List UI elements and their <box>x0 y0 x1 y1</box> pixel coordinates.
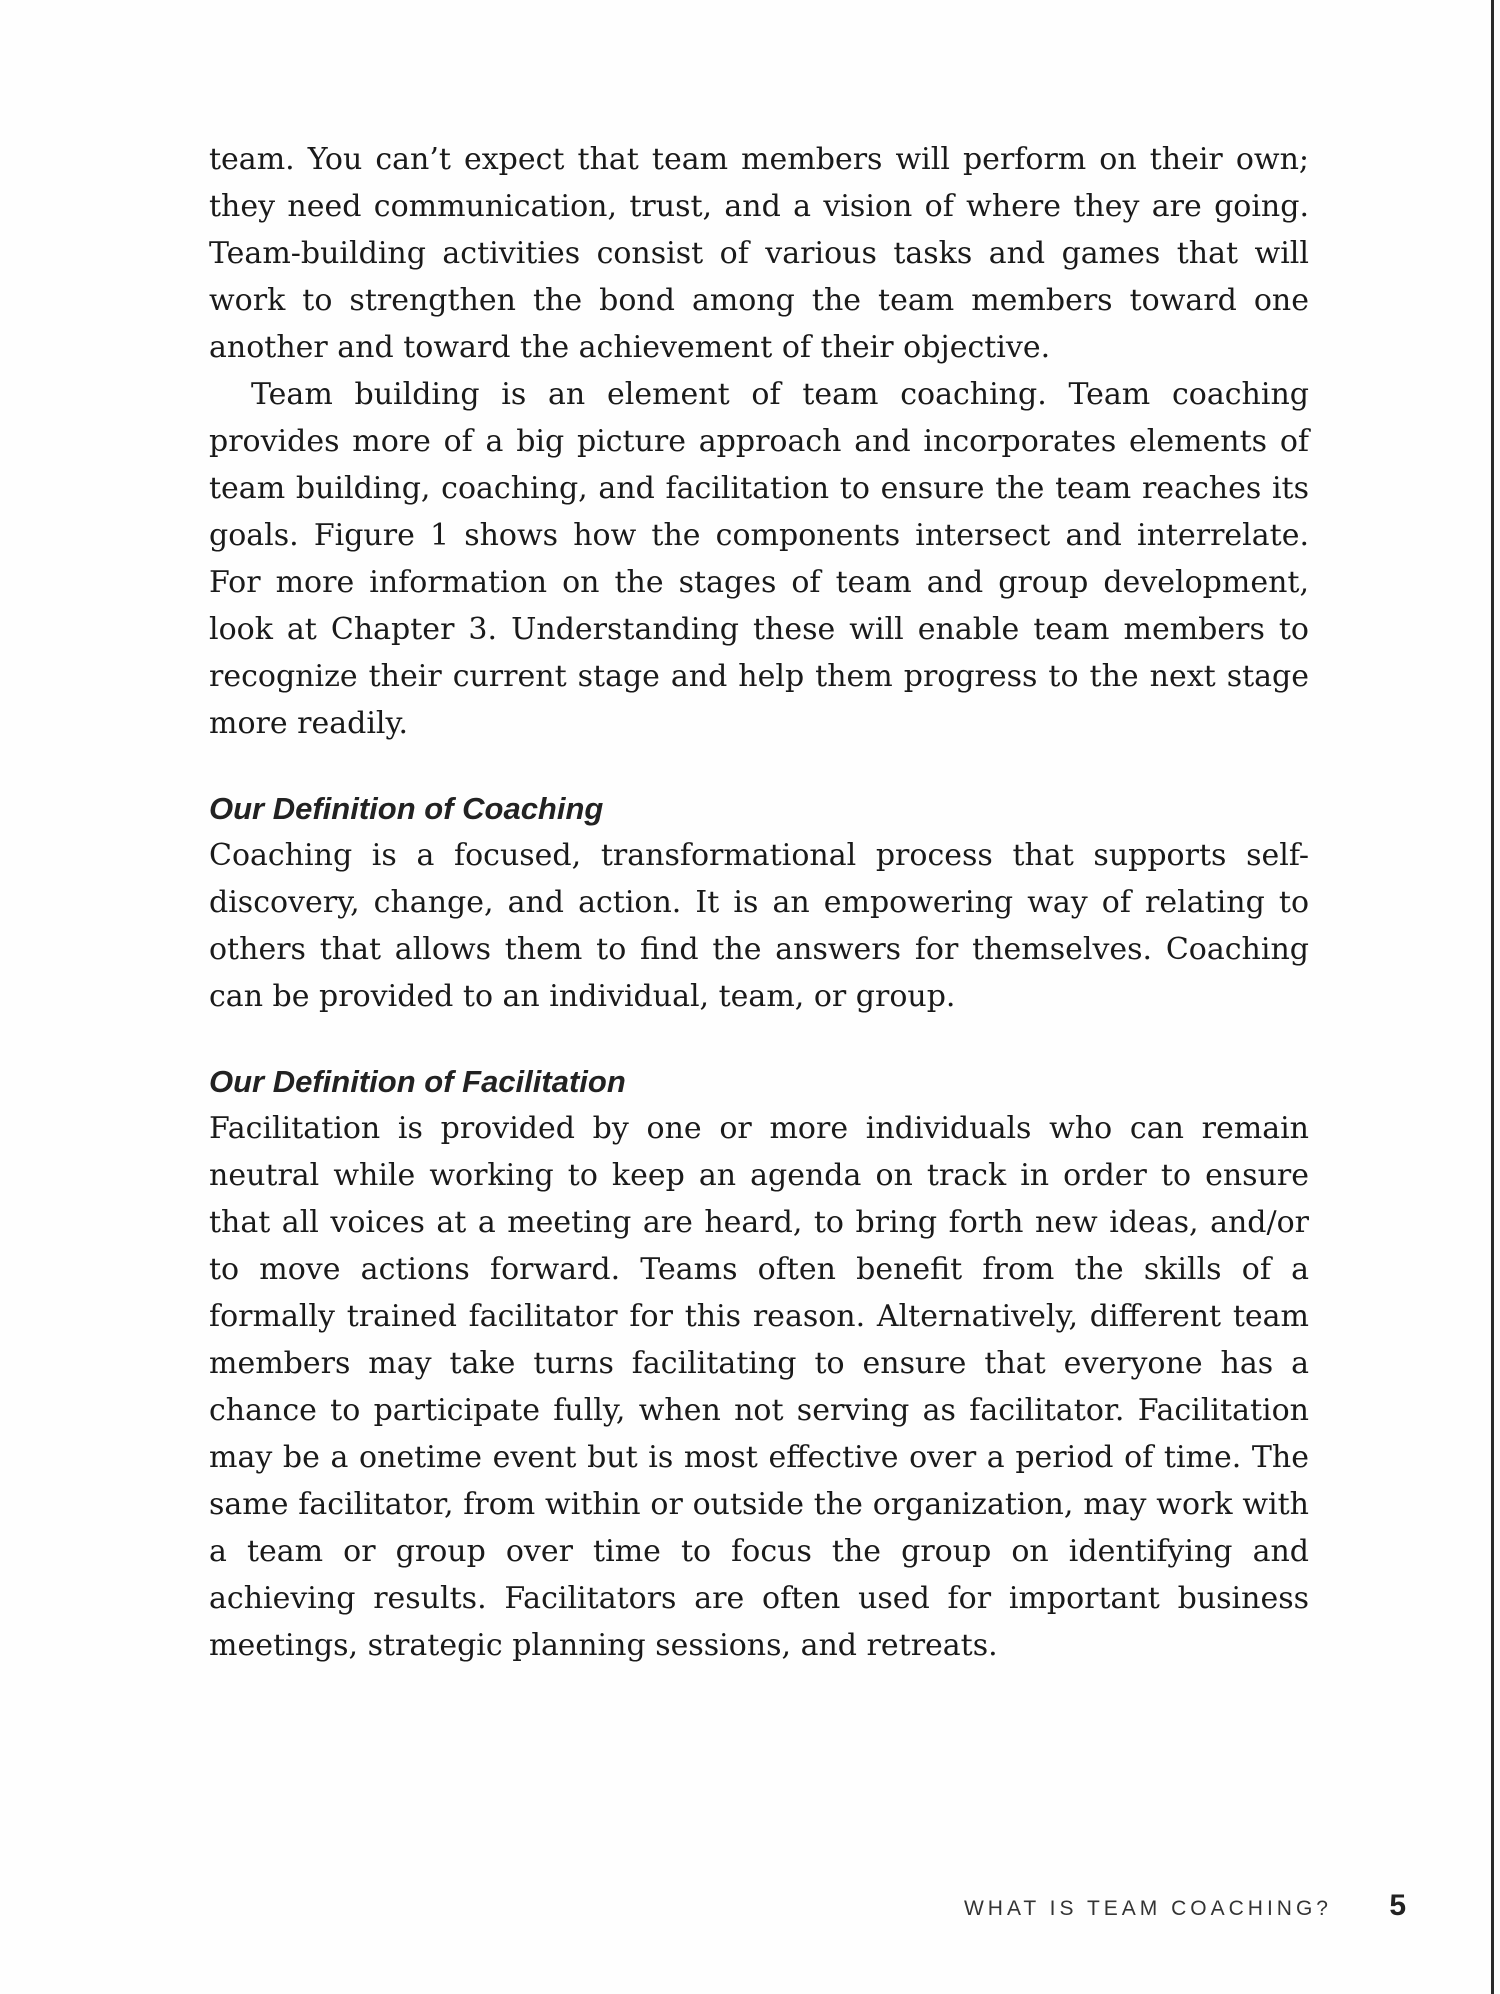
body-text <box>209 136 1309 1669</box>
page-number: 5 <box>1389 1889 1406 1922</box>
page-edge-line <box>1491 0 1494 1994</box>
paragraph-team-building: Team building is an element of team coaching. Team coaching provides more of a big picture approach and incorporates elements of team building, coaching, and facilitation to ensure the team reaches its goals. Figure 1 shows how the components intersect and interrelate. For more information on the stages of team and group development, look at Chapter 3. Understanding these will enable team members to recognize their current stage and help them progress to the next stage more readily. <box>209 377 1309 741</box>
heading-coaching-definition: Our Definition of Coaching <box>209 791 604 826</box>
paragraph-coaching-definition: Coaching is a focused, transformational process that supports self-discovery, change, and action. It is an empowering way of relating to others that allows them to find the answers for themselves. Coaching can be provided to an individual, team, or group. <box>209 838 1309 1014</box>
running-footer-title: WHAT IS TEAM COACHING? <box>963 1897 1332 1920</box>
heading-facilitation-definition: Our Definition of Facilitation <box>209 1064 626 1099</box>
paragraph-facilitation-definition: Facilitation is provided by one or more individuals who can remain neutral while working to keep an agenda on track in order to ensure that all voices at a meeting are heard, to bring forth new ideas, and/or to move actions forward. Teams often benefit from the skills of a formally trained facilitator for this reason. Alternatively, different team members may take turns facilitating to ensure that everyone has a chance to participate fully, when not serving as facilitator. Facilitation may be a onetime event but is most effective over a period of time. The same facilitator, from within or outside the organization, may work with a team or group over time to focus the group on identifying and achieving results. Facilitators are often used for important business meetings, strategic planning sessions, and retreats. <box>209 1111 1309 1663</box>
paragraph-intro-continued: team. You can’t expect that team members will perform on their own; they need communication, trust, and a vision of where they are going. Team-building activities consist of various tasks and games that will work to strengthen the bond among the team members toward one another and toward the achievement of their objective. <box>209 142 1309 365</box>
